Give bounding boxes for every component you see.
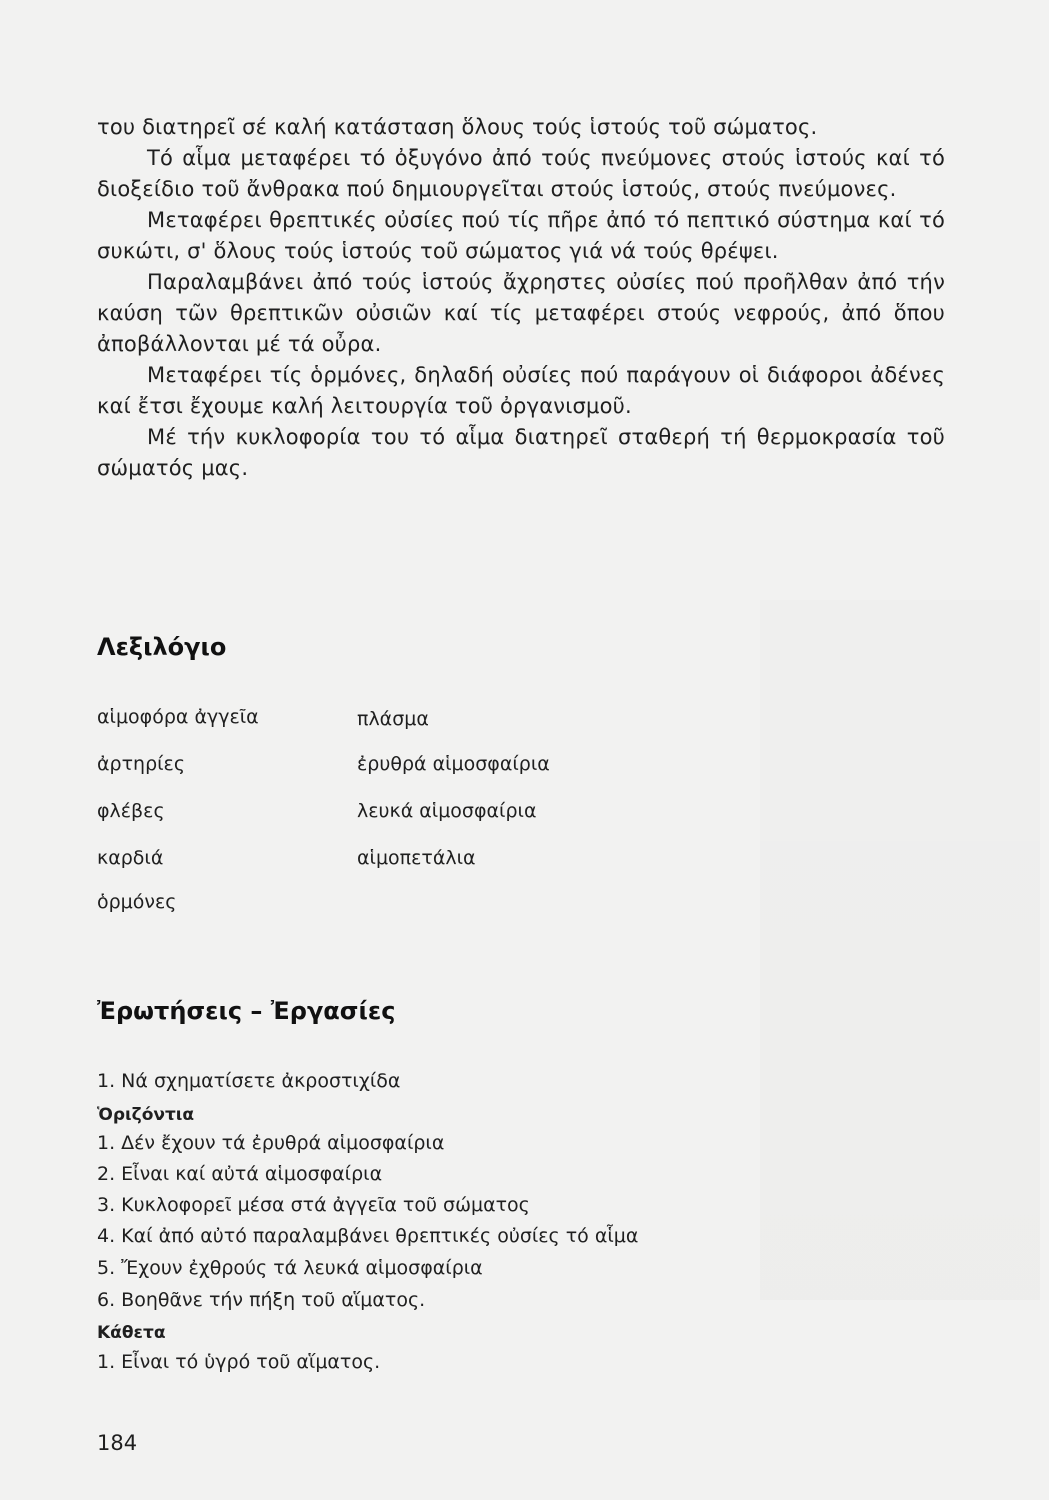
- body-paragraph-3: Μεταφέρει θρεπτικές οὐσίες πού τίς πῆρε ἀπό τό πεπτικό σύστημα καί τό συκώτι, σ' ὅλους τούς ἱστούς τοῦ σώματος γιά νά τούς θρέψει.: [97, 208, 945, 263]
- vocab-right-4: αἱμοπετάλια: [357, 847, 476, 869]
- vocab-left-1: αἱμοφόρα ἀγγεῖα: [97, 706, 259, 728]
- vocab-left-3: φλέβες: [97, 800, 165, 822]
- vertical-label: Κάθετα: [97, 1323, 166, 1343]
- horizontal-clue-4: 4. Καί ἀπό αὐτό παραλαμβάνει θρεπτικές οὐσίες τό αἷμα: [97, 1225, 639, 1247]
- body-paragraph-4: Παραλαμβάνει ἀπό τούς ἱστούς ἄχρηστες οὐσίες πού προῆλθαν ἀπό τήν καύση τῶν θρεπτικῶν οὐσιῶν καί τίς μεταφέρει στούς νεφρούς, ἀπό ὅπου ἀποβάλλονται μέ τά οὖρα.: [97, 270, 945, 356]
- body-paragraph-2: Τό αἷμα μεταφέρει τό ὀξυγόνο ἀπό τούς πνεύμονες στούς ἱστούς καί τό διοξείδιο τοῦ ἄνθρακα πού δημιουργεῖται στούς ἱστούς, στούς πνεύμονες.: [97, 146, 945, 201]
- horizontal-clue-3: 3. Κυκλοφορεῖ μέσα στά ἀγγεῖα τοῦ σώματος: [97, 1194, 530, 1216]
- horizontal-clue-1: 1. Δέν ἔχουν τά ἐρυθρά αἱμοσφαίρια: [97, 1132, 445, 1154]
- exercises-heading: Ἐρωτήσεις – Ἐργασίες: [97, 997, 396, 1025]
- vocab-left-4: καρδιά: [97, 847, 164, 869]
- horizontal-clue-6: 6. Βοηθᾶνε τήν πήξη τοῦ αἵματος.: [97, 1289, 426, 1311]
- horizontal-clue-5: 5. Ἔχουν ἐχθρούς τά λευκά αἱμοσφαίρια: [97, 1257, 483, 1279]
- body-paragraph-6: Μέ τήν κυκλοφορία του τό αἷμα διατηρεῖ σταθερή τή θερμοκρασία τοῦ σώματός μας.: [97, 425, 945, 480]
- vocab-left-5: ὁρμόνες: [97, 891, 177, 913]
- vocabulary-heading: Λεξιλόγιο: [97, 633, 227, 661]
- vocab-right-1: πλάσμα: [357, 708, 429, 730]
- horizontal-clue-2: 2. Εἶναι καί αὐτά αἱμοσφαίρια: [97, 1163, 383, 1185]
- vocab-right-2: ἐρυθρά αἱμοσφαίρια: [357, 753, 550, 775]
- page-number: 184: [97, 1431, 138, 1455]
- exercise-task: 1. Νά σχηματίσετε ἀκροστιχίδα: [97, 1070, 401, 1092]
- body-paragraph-1: του διατηρεῖ σέ καλή κατάσταση ὅλους τούς ἱστούς τοῦ σώματος.: [97, 115, 818, 139]
- vocab-right-3: λευκά αἱμοσφαίρια: [357, 800, 537, 822]
- horizontal-label: Ὁριζόντια: [97, 1105, 195, 1125]
- vocab-left-2: ἀρτηρίες: [97, 753, 185, 775]
- body-text: [97, 112, 945, 484]
- show-through-shadow: [760, 600, 1040, 1300]
- vertical-clue-1: 1. Εἶναι τό ὑγρό τοῦ αἵματος.: [97, 1351, 381, 1373]
- body-paragraph-5: Μεταφέρει τίς ὁρμόνες, δηλαδή οὐσίες πού παράγουν οἱ διάφοροι ἀδένες καί ἔτσι ἔχουμε καλή λειτουργία τοῦ ὀργανισμοῦ.: [97, 363, 945, 418]
